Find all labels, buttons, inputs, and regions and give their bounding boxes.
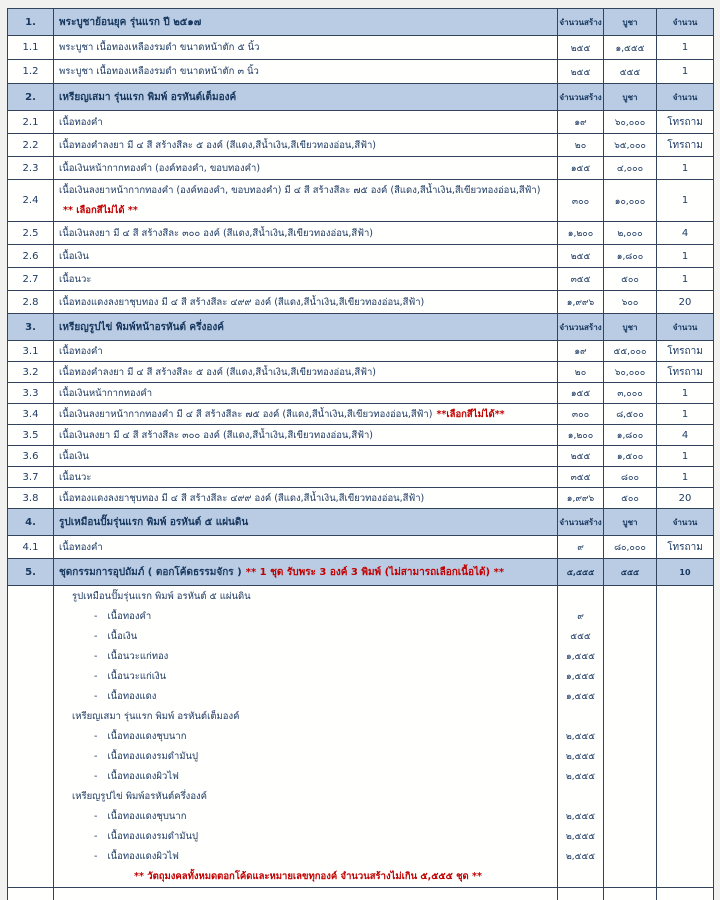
price [604, 786, 657, 806]
item-row [8, 341, 713, 362]
quantity: 4 [681, 227, 689, 239]
row-number: 2. [8, 84, 54, 110]
made-count: ๒,๕๕๕ [558, 826, 604, 846]
description-text: เนื้อทองแดงรมดำมันปู [107, 830, 199, 842]
note-row [8, 866, 713, 888]
item-description [54, 268, 558, 290]
quantity: 10 [679, 567, 691, 577]
bullet-dash: - [94, 830, 98, 842]
description-text: เนื้อทองแดงลงยาชุบทอง มี ๔ สี สร้างสีละ ๔๙๙ องค์ (สีแดง,สีน้ำเงิน,สีเขียวทองอ่อน,สีฟ้า) [59, 296, 425, 308]
item-description [54, 488, 558, 508]
item-description [54, 686, 558, 706]
quantity: โทรถาม [667, 345, 703, 357]
price: บูชา [604, 509, 657, 535]
item-row [8, 362, 713, 383]
quantity [657, 846, 713, 866]
made-count: ๒,๕๕๕ [558, 766, 604, 786]
quantity [657, 606, 713, 626]
row-number: 2.7 [8, 268, 54, 290]
item-row [8, 111, 713, 134]
made-count [558, 888, 604, 900]
row-number: 3.6 [8, 446, 54, 466]
row-number [8, 626, 54, 646]
item-row [8, 180, 713, 222]
made-count: ๓๐๐ [558, 180, 604, 221]
price: ๖๐,๐๐๐ [604, 362, 657, 382]
made-count: ๙ [558, 536, 604, 558]
item-description [54, 425, 558, 445]
description-text: เนื้อเงินลงยาหน้ากากทองคำ มี ๔ สี สร้างสีละ ๗๕ องค์ (สีแดง,สีน้ำเงิน,สีเขียวทองอ่อน,สีฟ้า) [59, 408, 433, 420]
blank-row [8, 888, 713, 900]
price: ๕๕๕ [604, 60, 657, 83]
sub-row [8, 726, 713, 746]
quantity: 4 [681, 429, 689, 441]
quantity: 1 [681, 450, 689, 462]
row-number [8, 726, 54, 746]
quantity [657, 888, 713, 900]
row-number [8, 786, 54, 806]
made-count: ๒๕๕ [558, 60, 604, 83]
made-count [558, 586, 604, 606]
item-description [54, 626, 558, 646]
item-description [54, 666, 558, 686]
row-number: 3.3 [8, 383, 54, 403]
row-number: 1.1 [8, 36, 54, 59]
description-text: เนื้อนวะแก่เงิน [107, 670, 167, 682]
price: ๕๕,๐๐๐ [604, 341, 657, 361]
description-text: เนื้อทองแดงลงยาชุบทอง มี ๔ สี สร้างสีละ ๔๙๙ องค์ (สีแดง,สีน้ำเงิน,สีเขียวทองอ่อน,สีฟ้า) [59, 492, 425, 504]
section-row [8, 509, 713, 536]
made-count: ๑,๕๕๕ [558, 646, 604, 666]
item-description [54, 60, 558, 83]
bullet-dash: - [94, 850, 98, 862]
price: ๑,๕๐๐ [604, 446, 657, 466]
item-row [8, 383, 713, 404]
row-number: 2.8 [8, 291, 54, 313]
item-description [54, 180, 558, 221]
item-description [54, 157, 558, 179]
description-text: รูปเหมือนปั๊มรุ่นแรก พิมพ์ อรหันต์ ๕ แผ่นดิน [59, 516, 249, 528]
made-count: ๒,๕๕๕ [558, 746, 604, 766]
item-description [54, 746, 558, 766]
sub-row [8, 806, 713, 826]
bullet-dash: - [94, 690, 98, 702]
item-description [54, 826, 558, 846]
description-text: เนื้อทองแดงผิวไฟ [107, 770, 179, 782]
row-number: 2.3 [8, 157, 54, 179]
row-number: 3.4 [8, 404, 54, 424]
item-row [8, 291, 713, 314]
price [604, 888, 657, 900]
item-description [54, 404, 558, 424]
made-count: ๑๕๕ [558, 157, 604, 179]
row-number [8, 666, 54, 686]
quantity [657, 746, 713, 766]
row-number [8, 888, 54, 900]
description-text: เนื้อนวะแก่ทอง [107, 650, 169, 662]
price: ๑,๕๕๕ [604, 36, 657, 59]
row-number: 3.1 [8, 341, 54, 361]
quantity: จำนวน [672, 92, 698, 102]
description-text: เนื้อเงิน [107, 630, 138, 642]
made-count [558, 706, 604, 726]
price [604, 746, 657, 766]
made-count: ๒๕๕ [558, 36, 604, 59]
description-text: เนื้อนวะ [59, 273, 92, 285]
description-text: เหรียญเสมา รุ่นแรก พิมพ์ อรหันต์เต็มองค์ [72, 710, 240, 722]
description-text: เนื้อเงินลงยา มี ๔ สี สร้างสีละ ๓๐๐ องค์ (สีแดง,สีน้ำเงิน,สีเขียวทองอ่อน,สีฟ้า) [59, 429, 373, 441]
item-description [54, 134, 558, 156]
item-row [8, 404, 713, 425]
description-red-text: ** วัตถุมงคลทั้งหมดตอกโค้ดและหมายเลขทุกองค์ จำนวนสร้างไม่เกิน ๕,๕๕๕ ชุด ** [134, 871, 482, 882]
price [604, 806, 657, 826]
description-text: เนื้อทองแดงชุบนาก [107, 730, 187, 742]
made-count: ๑,๙๙๖ [558, 291, 604, 313]
item-description [54, 245, 558, 267]
made-count: ๒,๕๕๕ [558, 846, 604, 866]
quantity: 1 [681, 250, 689, 262]
row-number: 4.1 [8, 536, 54, 558]
item-row [8, 467, 713, 488]
item-description [54, 536, 558, 558]
price: ๘,๕๐๐ [604, 404, 657, 424]
item-description [54, 888, 558, 900]
row-number: 3.8 [8, 488, 54, 508]
quantity: จำนวน [672, 17, 698, 27]
row-number: 2.6 [8, 245, 54, 267]
made-count: ๑,๙๙๖ [558, 488, 604, 508]
price: ๔,๐๐๐ [604, 157, 657, 179]
quantity [657, 726, 713, 746]
item-description [54, 314, 558, 340]
item-description [54, 36, 558, 59]
description-text: เนื้อเงินลงยาหน้ากากทองคำ (องค์ทองคำ, ขอบทองคำ) มี ๔ สี สร้างสีละ ๗๕ องค์ (สีแดง,สีน้ำเงิน,สีเขียวทองอ่อน,สีฟ้า) [59, 184, 541, 196]
item-description [54, 84, 558, 110]
price [604, 826, 657, 846]
item-row [8, 36, 713, 60]
row-number: 3.7 [8, 467, 54, 487]
row-number: 3.2 [8, 362, 54, 382]
made-count: ๓๕๕ [558, 467, 604, 487]
quantity: 1 [681, 471, 689, 483]
price [604, 586, 657, 606]
row-number [8, 746, 54, 766]
made-count [558, 866, 604, 887]
description-text: เหรียญรูปไข่ พิมพ์หน้าอรหันต์ ครึ่งองค์ [59, 321, 224, 333]
sub-row [8, 766, 713, 786]
made-count: ๑๕๕ [558, 383, 604, 403]
quantity: จำนวน [672, 517, 698, 527]
quantity [657, 666, 713, 686]
made-count: ๑๙ [558, 111, 604, 133]
item-description [54, 786, 558, 806]
bullet-dash: - [94, 810, 98, 822]
made-count: ๑,๒๐๐ [558, 425, 604, 445]
description-text: เนื้อทองแดง [107, 690, 157, 702]
quantity: 1 [681, 408, 689, 420]
made-count: ๒๐ [558, 134, 604, 156]
bullet-dash: - [94, 610, 98, 622]
item-description [54, 291, 558, 313]
description-text: เนื้อเงินลงยา มี ๔ สี สร้างสีละ ๓๐๐ องค์ (สีแดง,สีน้ำเงิน,สีเขียวทองอ่อน,สีฟ้า) [59, 227, 373, 239]
made-count: ๒,๕๕๕ [558, 806, 604, 826]
made-count: ๑๙ [558, 341, 604, 361]
row-number [8, 766, 54, 786]
row-number [8, 806, 54, 826]
row-number [8, 846, 54, 866]
item-row [8, 446, 713, 467]
description-text: เนื้อเงินหน้ากากทองคำ [59, 387, 153, 399]
made-count: ๒๕๕ [558, 245, 604, 267]
item-description [54, 606, 558, 626]
made-count: ๑,๕๕๕ [558, 666, 604, 686]
description-text: เนื้อทองแดงรมดำมันปู [107, 750, 199, 762]
price: ๒,๐๐๐ [604, 222, 657, 244]
quantity [657, 786, 713, 806]
row-number [8, 646, 54, 666]
item-description [54, 806, 558, 826]
made-count: ๒,๕๕๕ [558, 726, 604, 746]
price: บูชา [604, 84, 657, 110]
price [604, 766, 657, 786]
description-text: เนื้อทองคำ [59, 116, 103, 128]
row-number: 2.1 [8, 111, 54, 133]
made-count: ๙ [558, 606, 604, 626]
made-count: ๒๕๕ [558, 446, 604, 466]
quantity [657, 586, 713, 606]
price: ๕๕๕ [604, 559, 657, 585]
section-row [8, 559, 713, 586]
price [604, 666, 657, 686]
quantity: โทรถาม [667, 139, 703, 151]
row-number: 2.4 [8, 180, 54, 221]
description-red-text: ** 1 ชุด รับพระ 3 องค์ 3 พิมพ์ (ไม่สามารถเลือกเนื้อได้) ** [245, 566, 505, 578]
description-text: เหรียญรูปไข่ พิมพ์อรหันต์ครึ่งองค์ [72, 790, 208, 802]
item-description [54, 586, 558, 606]
row-number: 4. [8, 509, 54, 535]
price [604, 866, 657, 887]
quantity: 1 [681, 195, 689, 206]
made-count: ๑,๒๐๐ [558, 222, 604, 244]
price: ๓,๐๐๐ [604, 383, 657, 403]
item-row [8, 60, 713, 84]
bullet-dash: - [94, 770, 98, 782]
item-description [54, 706, 558, 726]
description-text: เนื้อทองคำ [59, 541, 103, 553]
item-description [54, 559, 558, 585]
sub-row [8, 846, 713, 866]
item-description [54, 866, 558, 887]
item-description [54, 111, 558, 133]
item-row [8, 157, 713, 180]
price [604, 646, 657, 666]
item-description [54, 9, 558, 35]
section-row [8, 84, 713, 111]
description-red-text: **เลือกสีไม่ได้** [436, 408, 505, 420]
sub-row [8, 746, 713, 766]
description-text: เนื้อเงิน [59, 450, 89, 462]
item-description [54, 726, 558, 746]
item-description [54, 646, 558, 666]
quantity [657, 766, 713, 786]
item-row [8, 536, 713, 559]
quantity: โทรถาม [667, 366, 703, 378]
row-number [8, 826, 54, 846]
row-number [8, 706, 54, 726]
item-row [8, 222, 713, 245]
item-row [8, 425, 713, 446]
quantity: จำนวน [672, 322, 698, 332]
price [604, 846, 657, 866]
price [604, 686, 657, 706]
price: ๘๐๐ [604, 467, 657, 487]
description-text: รูปเหมือนปั๊มรุ่นแรก พิมพ์ อรหันต์ ๕ แผ่นดิน [72, 590, 251, 602]
made-count: จำนวนสร้าง [558, 509, 604, 535]
made-count: จำนวนสร้าง [558, 314, 604, 340]
description-text: เนื้อทองคำ [59, 345, 103, 357]
price [604, 706, 657, 726]
made-count: ๓๕๕ [558, 268, 604, 290]
row-number [8, 606, 54, 626]
made-count: ๑,๕๕๕ [558, 686, 604, 706]
description-text: เนื้อทองแดงผิวไฟ [107, 850, 179, 862]
bullet-dash: - [94, 670, 98, 682]
price [604, 626, 657, 646]
item-description [54, 222, 558, 244]
bullet-dash: - [94, 630, 98, 642]
item-description [54, 467, 558, 487]
made-count [558, 786, 604, 806]
section-row [8, 314, 713, 341]
item-row [8, 488, 713, 509]
row-number [8, 686, 54, 706]
row-number [8, 586, 54, 606]
price: ๘๐,๐๐๐ [604, 536, 657, 558]
item-description [54, 846, 558, 866]
sub-row [8, 686, 713, 706]
item-row [8, 268, 713, 291]
price: บูชา [604, 314, 657, 340]
made-count: ๒๐ [558, 362, 604, 382]
item-description [54, 341, 558, 361]
description-text: เนื้อเงินหน้ากากทองคำ (องค์ทองคำ, ขอบทองคำ) [59, 162, 261, 174]
price: ๖๕,๐๐๐ [604, 134, 657, 156]
item-description [54, 362, 558, 382]
quantity: โทรถาม [667, 116, 703, 128]
made-count: ๕๕๕ [558, 626, 604, 646]
item-row [8, 245, 713, 268]
group-row [8, 706, 713, 726]
quantity: 1 [681, 42, 689, 53]
bullet-dash: - [94, 650, 98, 662]
quantity: 1 [681, 273, 689, 285]
item-description [54, 509, 558, 535]
group-row [8, 586, 713, 606]
made-count: ๕,๕๕๕ [558, 559, 604, 585]
description-text: เนื้อนวะ [59, 471, 92, 483]
group-row [8, 786, 713, 806]
item-description [54, 446, 558, 466]
description-text: เนื้อทองคำลงยา มี ๔ สี สร้างสีละ ๕ องค์ (สีแดง,สีน้ำเงิน,สีเขียวทองอ่อน,สีฟ้า) [59, 139, 376, 151]
price: ๑,๘๐๐ [604, 425, 657, 445]
sub-row [8, 826, 713, 846]
sub-row [8, 626, 713, 646]
quantity [657, 646, 713, 666]
description-text: พระบูชาย้อนยุค รุ่นแรก ปี ๒๕๑๗ [59, 16, 202, 28]
row-number: 5. [8, 559, 54, 585]
price: ๑๐,๐๐๐ [604, 180, 657, 221]
quantity [657, 826, 713, 846]
description-text: พระบูชา เนื้อทองเหลืองรมดำ ขนาดหน้าตัก ๓ นิ้ว [59, 66, 259, 77]
sub-row [8, 606, 713, 626]
item-description [54, 766, 558, 786]
row-number: 2.5 [8, 222, 54, 244]
quantity [657, 706, 713, 726]
quantity: 20 [678, 296, 692, 308]
sub-row [8, 666, 713, 686]
price: ๖๐,๐๐๐ [604, 111, 657, 133]
quantity [657, 626, 713, 646]
quantity: โทรถาม [667, 541, 703, 553]
description-text: เนื้อเงิน [59, 250, 89, 262]
price: ๕๐๐ [604, 488, 657, 508]
price [604, 726, 657, 746]
made-count: จำนวนสร้าง [558, 9, 604, 35]
made-count: จำนวนสร้าง [558, 84, 604, 110]
quantity [657, 806, 713, 826]
quantity: 1 [681, 66, 689, 77]
section-row [8, 9, 713, 36]
price [604, 606, 657, 626]
sub-row [8, 646, 713, 666]
row-number: 2.2 [8, 134, 54, 156]
description-text: เนื้อทองแดงชุบนาก [107, 810, 187, 822]
quantity: 20 [678, 492, 692, 504]
quantity [657, 866, 713, 887]
description-text: เนื้อทองคำ [107, 610, 152, 622]
quantity [657, 686, 713, 706]
bullet-dash: - [94, 730, 98, 742]
description-text: เหรียญเสมา รุ่นแรก พิมพ์ อรหันต์เต็มองค์ [59, 91, 237, 103]
price: บูชา [604, 9, 657, 35]
bullet-dash: - [94, 750, 98, 762]
price: ๕๐๐ [604, 268, 657, 290]
quantity: 1 [681, 387, 689, 399]
row-number: 3. [8, 314, 54, 340]
row-number: 3.5 [8, 425, 54, 445]
price: ๖๐๐ [604, 291, 657, 313]
price: ๑,๘๐๐ [604, 245, 657, 267]
item-description [54, 383, 558, 403]
description-text: ชุดกรรมการอุปถัมภ์ ( ตอกโค้ดธรรมจักร ) [59, 566, 242, 578]
description-text: เนื้อทองคำลงยา มี ๔ สี สร้างสีละ ๕ องค์ (สีแดง,สีน้ำเงิน,สีเขียวทองอ่อน,สีฟ้า) [59, 366, 376, 378]
row-number [8, 866, 54, 887]
item-row [8, 134, 713, 157]
amulet-price-table [7, 8, 714, 900]
description-text: พระบูชา เนื้อทองเหลืองรมดำ ขนาดหน้าตัก ๕ นิ้ว [59, 42, 260, 53]
row-number: 1.2 [8, 60, 54, 83]
description-red-text: ** เลือกสีไม่ได้ ** [63, 205, 138, 217]
row-number: 1. [8, 9, 54, 35]
made-count: ๓๐๐ [558, 404, 604, 424]
quantity: 1 [681, 162, 689, 174]
